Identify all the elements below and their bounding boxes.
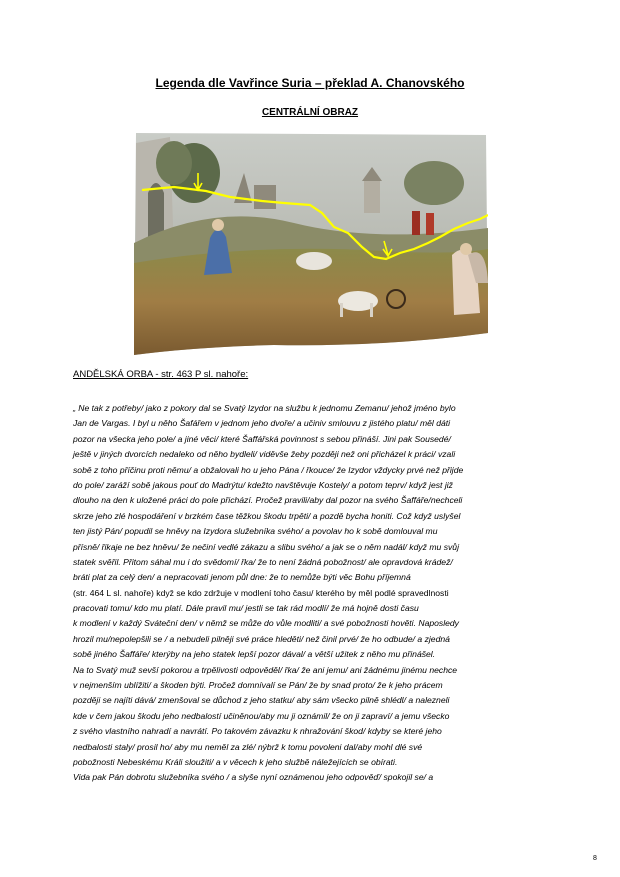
text-line: sobě z toho příčinu proti němu/ a obžalovali ho u jeho Pána / řkouce/ že Izydor vždycky prvé než přijde (73, 464, 464, 475)
text-line: (str. 464 L sl. nahoře) když se kdo zdržuje v modlení toho času/ kterého by měl podlé spravedlnosti (73, 587, 449, 598)
text-line: Vida pak Pán dobrotu služebníka svého / a slyše nyní oznámenou jeho odpověď/ spokojil se/ a (73, 772, 434, 783)
text-line: „ Ne tak z potřeby/ jako z pokory dal se Svatý Izydor na službu k jednomu Zemanu/ jehož jméno bylo (73, 403, 456, 413)
text-line: z svého vlastního nahradí a navrátí. Po takovém závazku k nhražování škod/ kdyby se které jeho (73, 726, 442, 737)
text-line: kde v čem jakou škodu jeho nedbalostí učiněnou/aby mu ji oznámil/ že on ji zapraví/ a jemu všecko (73, 710, 450, 721)
text-line: ten jistý Pán/ popudil se hněvy na Izydora služebníka svého/ a povolav ho k sobě domlouval mu (73, 526, 438, 537)
text-line: dlouho na den k uložené práci do pole přichází. Pročež pravili/aby dal pozor na svého Šaffáře/nechceli (73, 495, 463, 506)
text-line: ještě v jiných dvorcích nedaleko od něho bydleli/ viděvše žeby později než oni přicházel k práci/ vzali (73, 449, 456, 460)
section-heading: ANDĚLSKÁ ORBA - str. 463 P sl. nahoře: (73, 369, 249, 380)
legend-text (73, 401, 553, 786)
text-line: v nejmenším ublížiti/ a škoden býti. Pročež domnívalí se Pán/ že by snad proto/ že k jeho prácem (73, 680, 443, 691)
text-line: pracovati tomu/ kdo mu platí. Dále pravil mu/ jestli se tak rád modlí/ že má hojně dosti času (73, 603, 419, 614)
text-line: hrozil mu/nepolepšili se / a nebudeli pilněji své práce hleděti/ než činil prvé/ že ho odbude/ a zjedná (73, 633, 450, 644)
text-line: přísně/ řikaje ne bez hněvu/ že nečiní vedlé zákazu a slibu svého/ a jak se o něm nadál/ když mu svůj (73, 541, 459, 552)
text-line: pobožnosti Nebeskému Králi sloužiti/ a v věcech k jeho službě náležejících se obírati. (73, 756, 398, 767)
page-number: 8 (593, 855, 597, 862)
central-painting (134, 133, 488, 355)
text-line: nedbalosti staly/ prosil ho/ aby mu neměl za zlé/ nýbrž k tomu povoleni dal/aby mohl dlé své (73, 741, 423, 752)
document-title: Legenda dle Vavřince Suria – překlad A. Chanovského (155, 76, 465, 90)
text-line: Jan de Vargas. I byl u něho Šafářem v jednom jeho dvoře/ a učiniv smlouvu z jistého platu/ měl dáti (73, 418, 451, 429)
document-subtitle: CENTRÁLNÍ OBRAZ (261, 107, 359, 118)
text-line: sobě jiného Šaffáře/ kterýby na jeho statek lepší pozor dával/ a větší užitek z něho mu přinášel. (73, 649, 436, 660)
text-line: k modlení v každý Sváteční den/ v němž se může do vůle modliti/ a své pobožnosti hověti. Naposledy (73, 618, 459, 629)
text-line: Na to Svatý muž sevší pokorou a trpělivosti odpověděl/ řka/ že ani jemu/ ani žádnému jinému nechce (73, 664, 458, 675)
text-line: statek svěřil. Přitom sáhal mu i do svědomí/ řka/ že to není žádná pobožnost/ ale opravdová krádež/ (73, 556, 453, 567)
text-line: bráti plat za celý den/ a nepracovati jenom půl dne: že to nemůže býti věc Bohu příjemná (73, 572, 411, 583)
text-line: pozor na všecka jeho pole/ a jiné věci/ které Šaffářská povinnost s sebou přináší. Jini pak Sousedé/ (73, 433, 451, 444)
text-line: skrze jeho zlé hospodáření v brzkém čase těžkou škodu trpěti/ a pozdě bycha honiti. Což když uslyšel (73, 510, 461, 521)
text-line: do pole/ zaráží sobě jakous pouť do Madrýtu/ kdežto navštěvuje Kostely/ a potom teprv/ když jest již (73, 479, 453, 490)
text-line: později se najíti dává/ zmenšoval se důchod z jeho statku/ aby sám všecko pilně shlédl/ a nalezneli (73, 695, 450, 706)
